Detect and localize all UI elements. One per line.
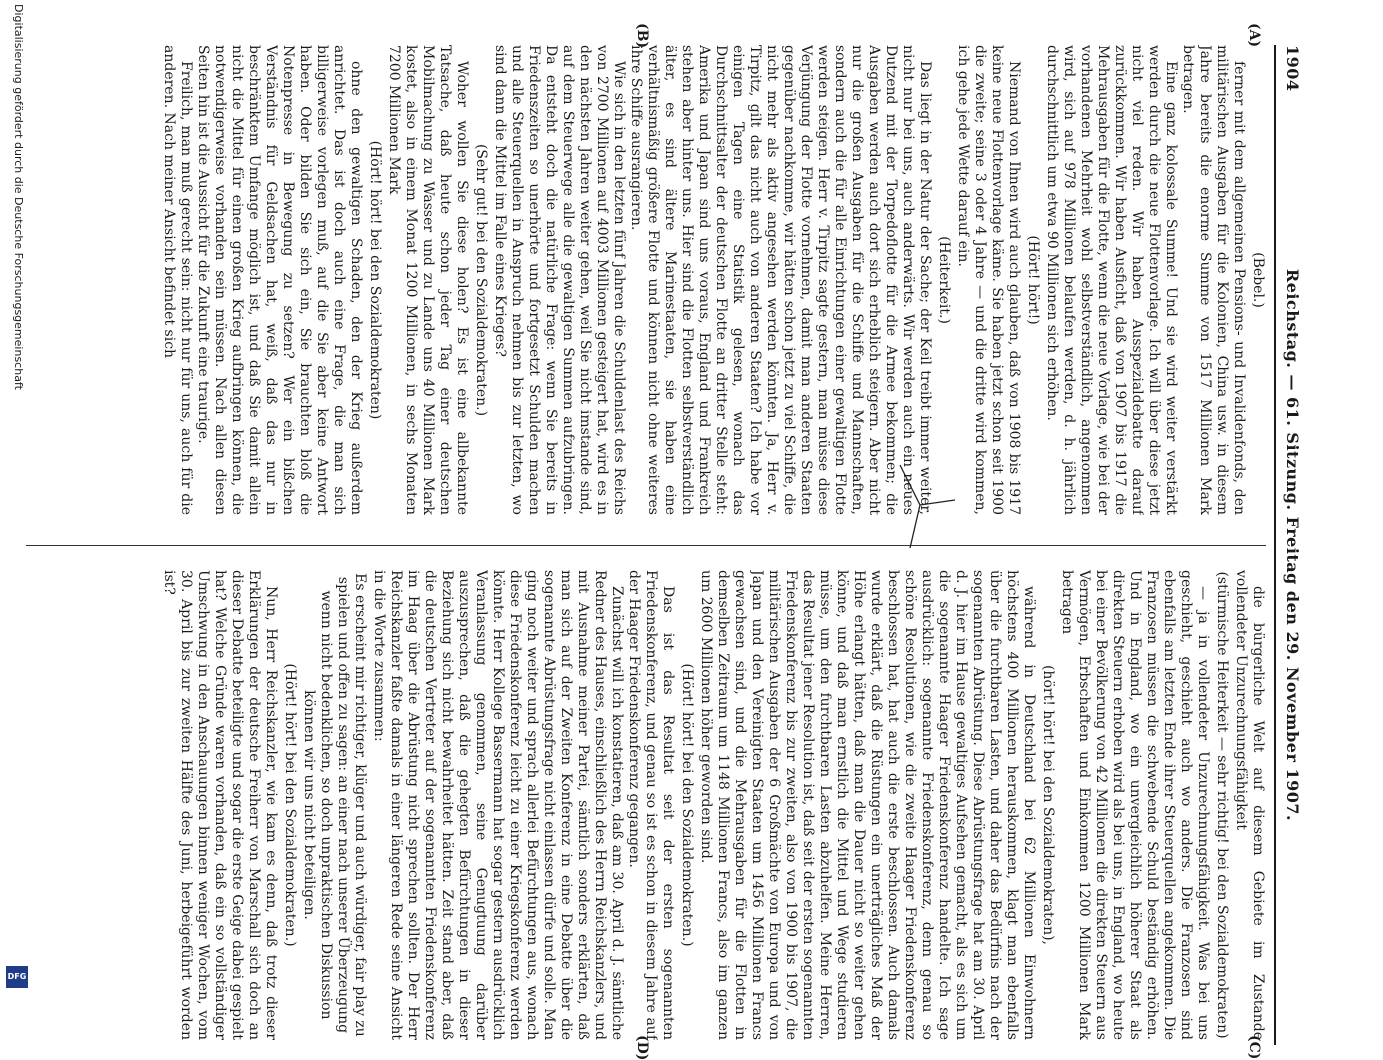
interjection: (hört! hört! bei den Sozialdemokraten), xyxy=(1040,664,1056,946)
left-paragraph: Niemand von Ihnen wird auch glauben, daß von 1908 bis 1917 keine neue Flottenvorlage käme. Sie haben jetzt schon seit 1900 die zweite; seine 3 oder 4 Jahre — und die dritte wird kommen, ich gehe jede Wette darauf ein. xyxy=(955,45,1022,515)
digitization-note: Digitalisierung gefördert durch die Deutsche Forschungsgemeinschaft xyxy=(12,4,25,390)
right-paragraph: während in Deutschland bei 62 Millionen Einwohnern höchstens 400 Millionen herauskommen, klagt man ebenfalls über die furchtbaren Lasten, und daher das Bedürfnis nach der sogenannten Abrüstung. Diese Abrüstungsfrage hat am 30. April d. J. hier im Hause gewaltiges Aufsehen gemacht, als es sich um die sogenannte Haager Friedenskonferenz handelte. Ich sage ausdrücklich: sogenannte Friedenskonferenz, denn genau so schöne Resolutionen, wie die zweite Haager Friedenskonferenz beschlossen hat, hat auch die erste beschlossen. Auch damals wurde erklärt, daß die Rüstungen ein unerträgliches Maß der Höhe erlangt hätten, daß man die Dauer nicht so weiter gehen könne, und daß man ernstlich die Mittel und Wege studieren müsse, um den furchtbaren Lasten abzuhelfen. Meine Herren, das Resultat jener Resolution ist, daß seit der ersten sogenannten Friedenskonferenz bis zur zweiten, also von 1900 bis 1907, die militärischen Ausgaben der 6 Großmächte von Europa und von Japan und den Vereinigten Staaten um 1456 Millionen Francs gewachsen sind, und die Mehrausgaben für die Flotten in demselben Zeitraum um 1148 Millionen Francs, also im ganzen um 2600 Millionen höher geworden sind. xyxy=(698,570,1037,1040)
right-paragraph: Das ist das Resultat seit der ersten sogenannten Friedenskonferenz, und genau so ist es schon in diesem Jahre auf der Haager Friedenskonferenz gegangen. xyxy=(626,570,676,1040)
margin-marker-c: (C) xyxy=(1246,1035,1262,1060)
column-divider xyxy=(26,545,1266,546)
interjection: (Hört! hört!) xyxy=(1025,235,1041,325)
interjection: (Hört! hört! bei den Sozialdemokraten.) xyxy=(282,663,298,947)
left-paragraph: Eine ganz kolossale Summe! Und sie wird weiter verstärkt werden durch die neue Flottenvorlage. Ich will über diese jetzt nicht viel reden. Wir haben Ausspezialdebatte darauf zurückkommen. Wir haben Ausficht, daß von 1907 bis 1917 die Mehrausgaben für die Flotte, wenn die neue Vorlage, wie bei der vorhandenen Mehrheit wohl selbstverständlich, angenommen wird, sich auf 978 Millionen belaufen werden, d. h. jährlich durchschnittlich um etwa 90 Millionen sich erhöhen. xyxy=(1044,45,1179,515)
interjection: (Hört! hört! bei den Sozialdemokraten.) xyxy=(679,663,695,947)
right-paragraph: Zunächst will ich konstatieren, daß am 30. April d. J. sämtliche Redner des Hauses, einschließlich des Herrn Reichskanzlers, und mit Ausnahme meiner Partei, sämtlich sonders erklärten, daß man sich auf der Zweiten Konferenz in eine Debatte über die sogenannte Abrüstungsfrage nicht einlassen dürfe und solle. Man ging noch weiter und sprach allerlei Befürchtungen aus, wonach diese Friedenskonferenz leicht zu einer Kriegskonferenz werden könnte. Herr Kollege Bassermann hat sogar gestern ausdrücklich Veranlassung genommen, seine Genugtuung darüber auszusprechen, daß die gehegten Befürchtungen in dieser Beziehung sich nicht bewahrheitet hätten. Zeit stand aber, daß die deutschen Vertreter auf der sogenannten Friedenskonferenz im Haag über die Abrüstung nicht sprechen sollten. Der Herr Reichskanzler faßte damals in einer längeren Rede seine Ansicht in die Worte zusammen: xyxy=(371,570,625,1040)
right-paragraph: die bürgerliche Welt auf diesem Gebiete im Zustande vollendeter Unzurechnungsfähigkeit xyxy=(1233,570,1266,1040)
margin-marker-d: (D) xyxy=(634,1035,650,1060)
left-paragraph: Woher wollen Sie diese holen? Es ist eine allbekannte Tatsache, daß heute schon jeder Tag einer deutschen Mobilmachung zu Wasser und zu Lande uns 40 Millionen Mark kostet, also in einem Monat 1200 Millionen, in sechs Monaten 7200 Millionen Mark xyxy=(386,45,470,515)
header-rule xyxy=(1274,45,1276,1045)
interjection: (Sehr gut! bei den Sozialdemokraten.) xyxy=(473,143,489,417)
left-paragraph: Wie sich in den letzten fünf Jahren die Schuldenlast des Reichs von 2700 Millionen auf 4003 Millionen gesteigert hat, wird es in den nächsten Jahren weiter gehen, weil Sie nicht imstande sind, auf dem Steuerwege alle die gewaltigen Summen aufzubringen. Da entsteht doch die natürliche Frage: wenn Sie bereits in Friedenszeiten so unerhörte und fortgesetzt Schulden machen und alle Steuerquellen in Anspruch nehmen bis zur letzten, wo sind dann die Mittel im Falle eines Krieges? xyxy=(492,45,627,515)
right-paragraph: Nun, Herr Reichskanzler, wie kam es denn, daß trotz dieser Erklärungen der deutsche Freiherr von Marschall sich doch an dieser Debatte beteiligte und sogar die erste Geige dabei gespielt hat? Welche Gründe waren vorhanden, daß ein so vollständiger Umschwung in den Anschauungen binnen weniger Wochen, vom 30. April bis zur zweiten Hälfte des Juni, herbeigeführt worden ist? xyxy=(161,570,279,1040)
margin-marker-b: (B) xyxy=(634,23,650,49)
speaker-name: (Bebel.) xyxy=(1250,252,1266,308)
interjection: (stürmische Heiterkeit — sehr richtig! bei den Sozialdemokraten) xyxy=(1214,571,1230,1039)
page-number: 1904 xyxy=(1283,45,1302,92)
left-paragraph: Freilich, man muß gerecht sein: nicht nur für uns, auch für die anderen. Nach meiner Ansicht befindet sich xyxy=(161,45,194,515)
pen-mark xyxy=(880,460,960,550)
left-paragraph: ohne den gewaltigen Schaden, den der Krieg außerdem anrichtet. Das ist doch auch eine Frage, die man sich billigerweise vorlegen muß, auf die Sie aber keine Antwort haben. Oder bilden Sie sich ein, Sie brauchten bloß die Notenpresse in Bewegung zu setzen? Wer ein bißchen Verständnis für Geldsachen hat, weiß, daß das nur in beschränktem Umfange möglich ist, und daß Sie damit allein nicht die Mittel für einen großen Krieg aufbringen können, die notwendigerweise vorhanden sein müssen. Nach allen diesen Seiten hin ist die Aussicht für die Zukunft eine traurige. xyxy=(195,45,364,515)
quotation: Es erscheint mir richtiger, klüger und auch würdiger, fair play zu spielen und offen zu sagen: an einer nach unserer Überzeugung wenn nicht bedenklichen, so doch unpraktischen Diskussion können wir uns nicht beteiligen. xyxy=(301,573,368,1037)
right-column xyxy=(21,570,1266,1040)
interjection: (Heiterkeit.) xyxy=(936,236,952,324)
left-paragraph: Das liegt in der Natur der Sache; der Keil treibt immer weiter, nicht nur bei uns, auch anderwärts. Wir werden auch ein neues Dutzend mit der Torpedoflotte für die Armee bekommen; die Ausgaben werden auch dort sich erheblich steigern. Aber nicht nur die großen Ausgaben für die Schiffe und Mannschaften, sondern auch die für alle Einrichtungen einer gewaltigen Flotte werden steigen. Herr v. Tirpitz sagte gestern, man müsse diese Verjüngung der Flotte vornehmen, damit man anderen Staaten gegenüber nachkomme, wir hätten schon jetzt zu viel Schiffe, die nicht mehr als aktiv angesehen werden könnten. Ja, Herr v. Tirpitz, gilt das nicht auch von anderen Staaten? Ich habe vor einigen Tagen eine Statistik gelesen, wonach das Durchschnittsalter der deutschen Flotte an dritter Stelle steht: Amerika und Japan sind uns voraus, England und Frankreich stehen aber hinter uns. Hier sind die Flotten selbstverständlich älter, es sind ältere Marinestaaten, sie haben eine verhältnismäßig größere Flotte und können nicht ohne weiteres ihre Schiffe ausrangieren. xyxy=(628,45,933,515)
right-paragraph: — ja in vollendeter Unzurechnungsfähigkeit. Was bei uns geschieht, geschieht auch wo anders. Die Franzosen sind ebenfalls am letzten Ende ihrer Steuerquellen angekommen. Die Franzosen müssen die schwebende Schuld beständig erhöhen. Und in England, wo ein unvergleichlich höherer Staat als direkten Steuern erhoben wird als bei uns, in England, wo heute bei einer Bevölkerung von 42 Millionen die direkten Steuern aus Vermögen, Erbschaften und Einkommen 1200 Millionen Mark betragen xyxy=(1059,570,1211,1040)
interjection: (Hört! hört! bei den Sozialdemokraten) xyxy=(367,140,383,420)
left-column xyxy=(21,45,1266,515)
page-header xyxy=(1272,45,1302,1045)
document-page xyxy=(10,23,1310,1060)
page-title: Reichstag. — 61. Sitzung. Freitag den 29. November 1907. xyxy=(1283,268,1302,822)
left-paragraph: ferner mit dem allgemeinen Pensions- und Invalidenfonds, den militärischen Ausgaben für die Kolonien, China usw. in diesem Jahre bereits die enorme Summe von 1517 Millionen Mark betragen. xyxy=(1180,45,1247,515)
dfg-logo: DFG xyxy=(6,966,28,988)
margin-marker-a: (A) xyxy=(1246,23,1262,48)
page-wrapper xyxy=(10,23,1310,1060)
